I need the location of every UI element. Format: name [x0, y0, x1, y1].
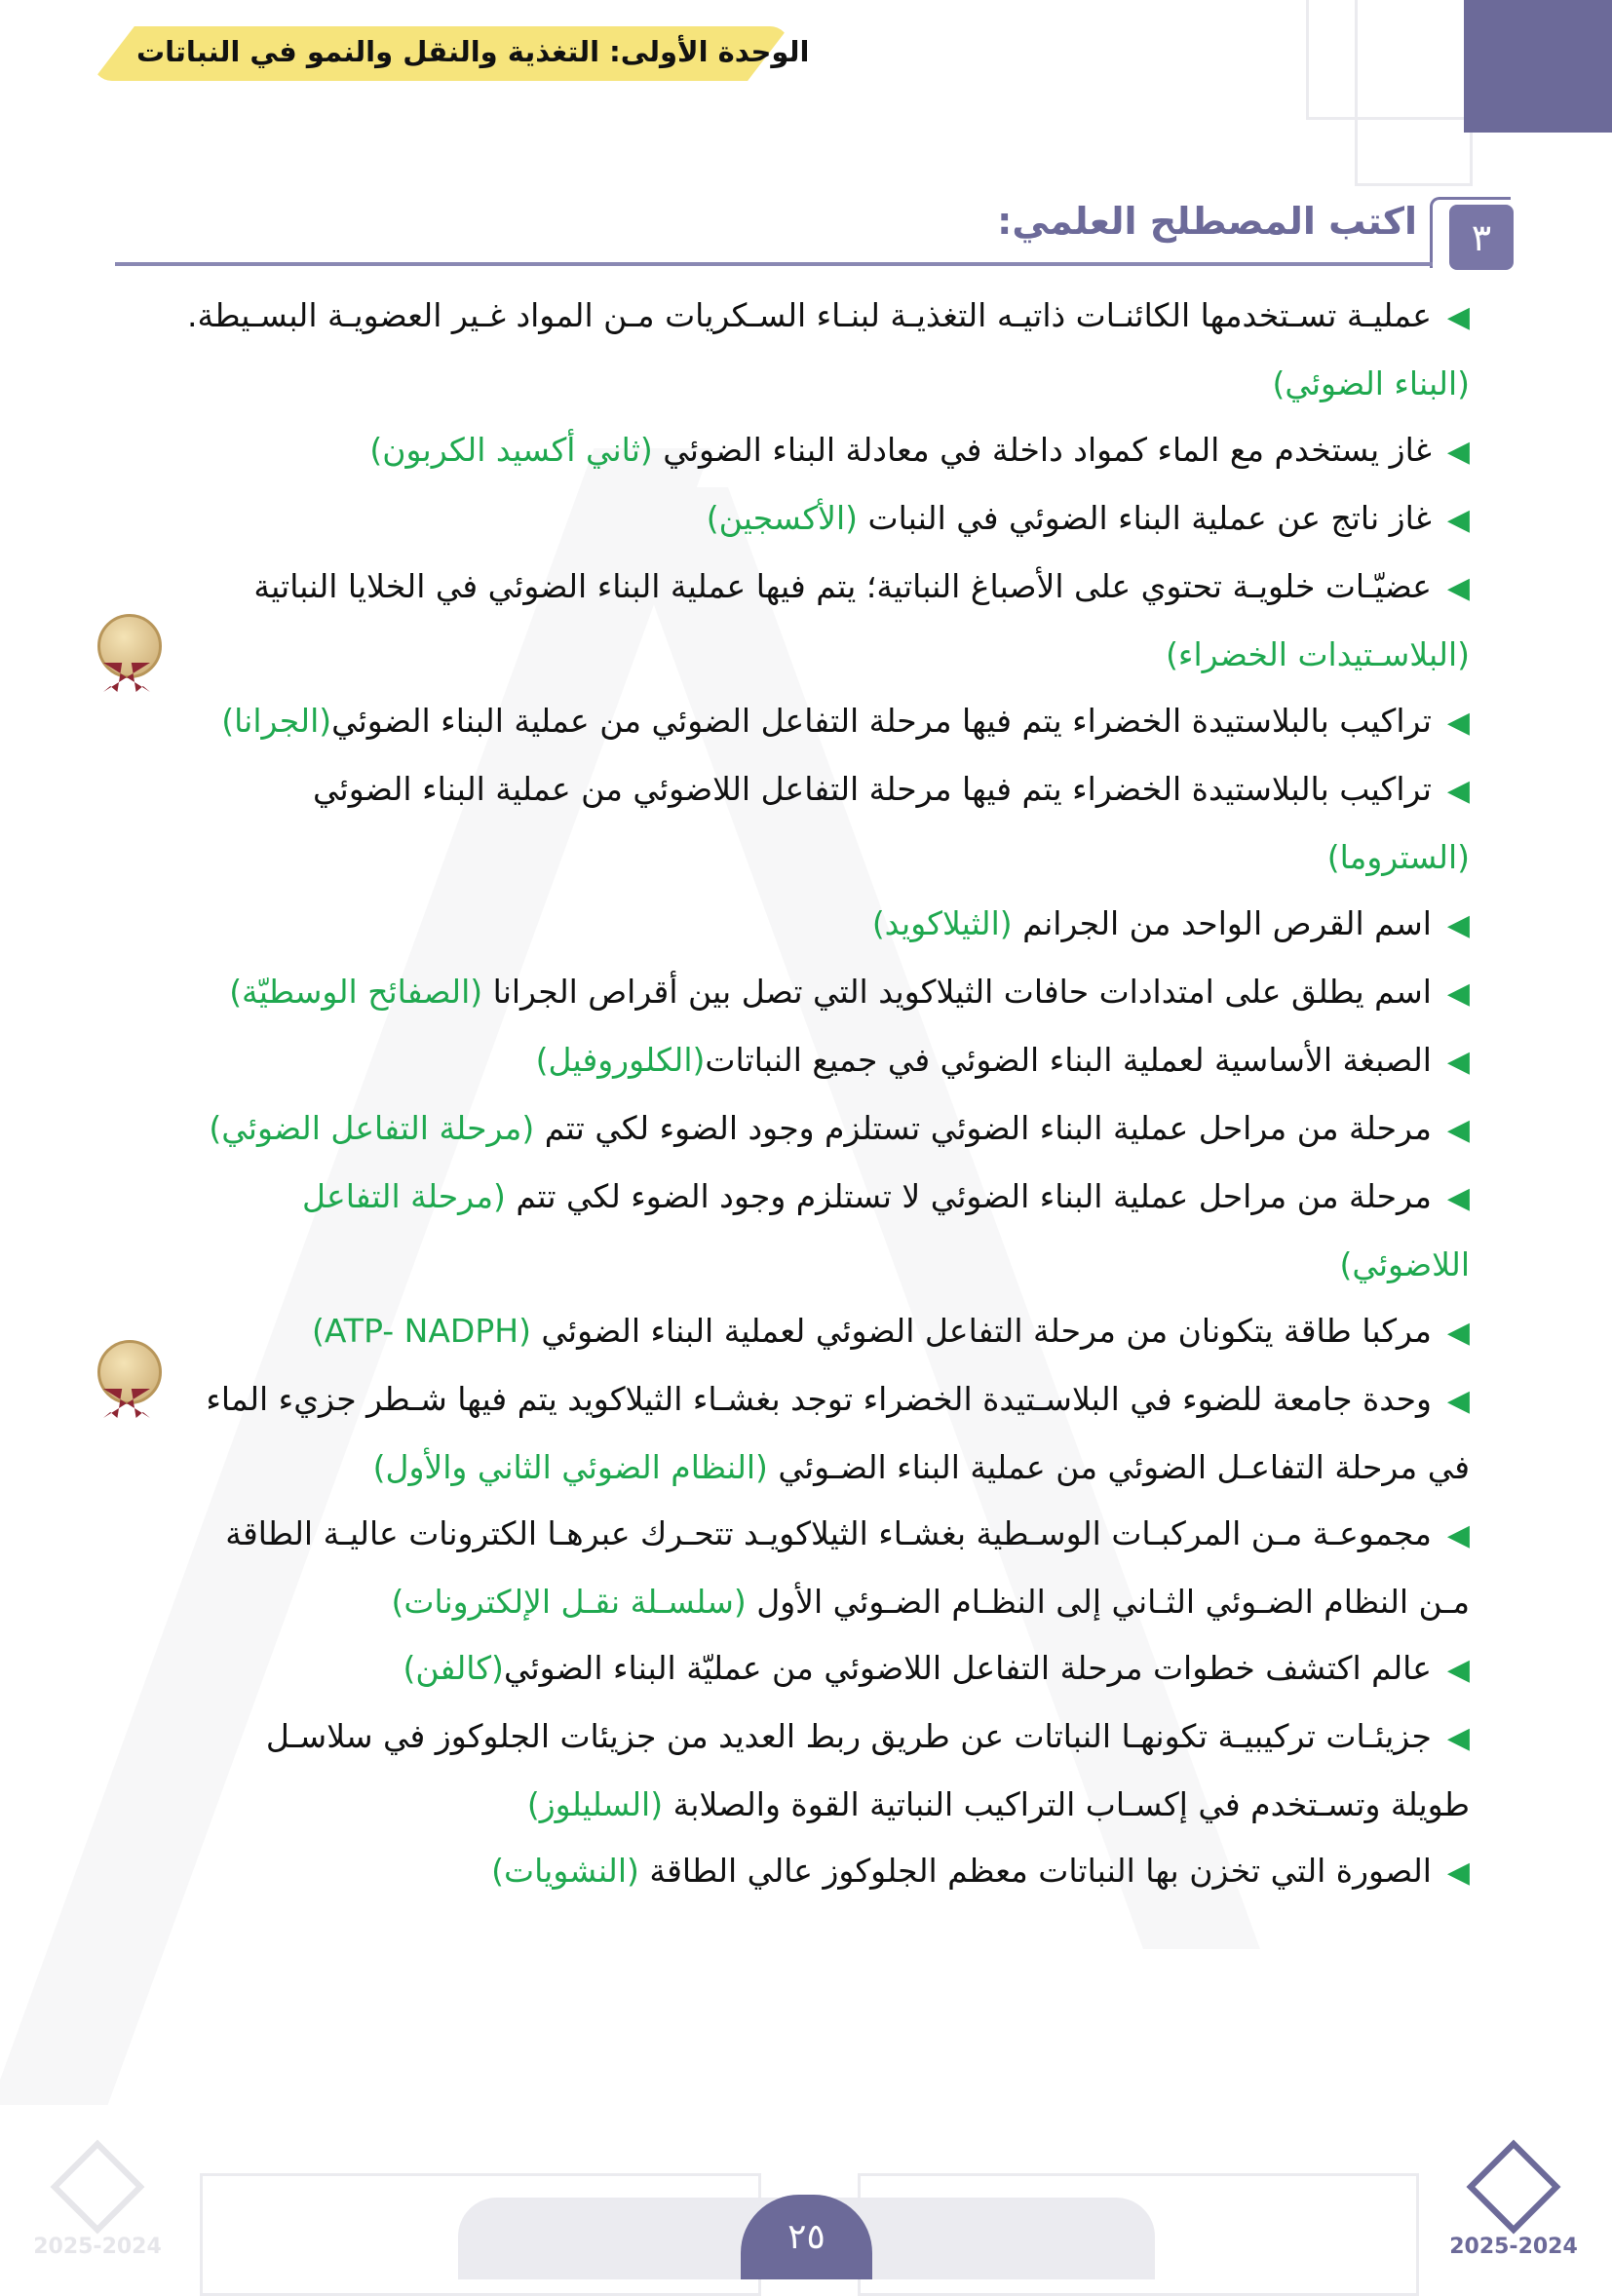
- list-item: [177, 688, 1470, 756]
- list-item: [177, 1635, 1470, 1703]
- item-text: عمليـة تسـتخدمها الكائنـات ذاتيـه التغذيـة لبنـاء السـكريات مـن المواد غـير العضويـة البسـيطة.: [187, 296, 1432, 334]
- medal-icon: [97, 1340, 162, 1404]
- item-answer: (ATP- NADPH): [312, 1312, 531, 1350]
- terms-list: [177, 283, 1470, 1906]
- section-number: ٣: [1449, 205, 1514, 270]
- item-answer: (الأكسجين): [706, 499, 859, 537]
- list-item: [177, 554, 1470, 688]
- section-title: اكتب المصطلح العلمي:: [997, 200, 1417, 243]
- item-text: غاز ناتج عن عملية البناء الضوئي في النبات: [858, 499, 1432, 537]
- logo-right: [1440, 2139, 1587, 2259]
- bullet-arrow-icon: ◀: [1446, 706, 1470, 740]
- bullet-arrow-icon: ◀: [1446, 571, 1470, 605]
- bullet-arrow-icon: ◀: [1446, 1384, 1470, 1418]
- item-text: مرحلة من مراحل عملية البناء الضوئي تستلزم وجود الضوء لكي تتم: [534, 1109, 1432, 1147]
- logo-icon: [1466, 2139, 1560, 2234]
- decorative-frame: [1355, 0, 1473, 186]
- item-answer: (سلسـلة نقـل الإلكترونات): [391, 1583, 747, 1621]
- item-text: تراكيب بالبلاستيدة الخضراء يتم فيها مرحلة التفاعل اللاضوئي من عملية البناء الضوئي: [313, 770, 1432, 808]
- item-answer: (الصفائح الوسطيّة): [229, 973, 483, 1011]
- item-text: جزيئـات تركيبيـة تكونهـا النباتات عن طريق ربط العديد من جزيئات الجلوكوز في سلاسـل طويلة وتسـتخدم في إكسـاب التراكيب النباتية القوة والصلابة: [265, 1717, 1470, 1823]
- list-item: [177, 1164, 1470, 1298]
- corner-block: [1464, 0, 1612, 133]
- bullet-arrow-icon: ◀: [1446, 908, 1470, 942]
- bullet-arrow-icon: ◀: [1446, 1653, 1470, 1687]
- item-text: غاز يستخدم مع الماء كمواد داخلة في معادلة البناء الضوئي: [652, 431, 1432, 469]
- list-item: [177, 756, 1470, 891]
- list-item: [177, 485, 1470, 554]
- item-answer: (الثيلاكويد): [871, 904, 1013, 942]
- logo-left: [24, 2139, 171, 2259]
- bullet-arrow-icon: ◀: [1446, 1113, 1470, 1147]
- bullet-arrow-icon: ◀: [1446, 1518, 1470, 1552]
- item-text: مركبا طاقة يتكونان من مرحلة التفاعل الضوئي لعملية البناء الضوئي: [530, 1312, 1432, 1350]
- medal-icon: [97, 614, 162, 678]
- bullet-arrow-icon: ◀: [1446, 435, 1470, 469]
- item-answer: (البناء الضوئي): [1272, 364, 1470, 402]
- bullet-arrow-icon: ◀: [1446, 503, 1470, 537]
- item-text: اسم يطلق على امتدادات حافات الثيلاكويد التي تصل بين أقراص الجرانا: [482, 973, 1432, 1011]
- list-item: [177, 1703, 1470, 1838]
- item-text: الصبغة الأساسية لعملية البناء الضوئي في جميع النباتات: [705, 1041, 1432, 1079]
- item-answer: (مرحلة التفاعل اللاضوئي): [302, 1177, 1470, 1283]
- item-text: وحدة جامعة للضوء في البلاسـتيدة الخضراء توجد بغشـاء الثيلاكويد يتم فيها شـطر جزيء الماء في مرحلة التفاعـل الضوئي من عملية البناء الضـوئي: [206, 1380, 1470, 1486]
- item-answer: (مرحلة التفاعل الضوئي): [209, 1109, 535, 1147]
- list-item: [177, 1095, 1470, 1164]
- list-item: [177, 891, 1470, 959]
- logo-icon: [50, 2139, 144, 2234]
- bullet-arrow-icon: ◀: [1446, 774, 1470, 808]
- list-item: [177, 417, 1470, 485]
- list-item: [177, 1501, 1470, 1635]
- item-text: مرحلة من مراحل عملية البناء الضوئي لا تستلزم وجود الضوء لكي تتم: [505, 1177, 1432, 1215]
- bullet-arrow-icon: ◀: [1446, 1181, 1470, 1215]
- bullet-arrow-icon: ◀: [1446, 1721, 1470, 1755]
- logo-year: 2025-2024: [33, 2235, 162, 2259]
- list-item: [177, 283, 1470, 417]
- list-item: [177, 1298, 1470, 1366]
- list-item: [177, 1366, 1470, 1501]
- item-text: مجموعـة مـن المركبـات الوسـطية بغشـاء الثيلاكويـد تتحـرك عبرهـا الكترونات عاليـة الطاقة مـن النظام الضـوئي الثـاني إلى النظـام الضـوئي الأول: [225, 1514, 1470, 1621]
- list-item: [177, 959, 1470, 1027]
- item-answer: (ثاني أكسيد الكربون): [369, 431, 653, 469]
- item-answer: (الكلوروفيل): [535, 1041, 706, 1079]
- section-divider: [115, 262, 1433, 266]
- page-number: ٢٥: [741, 2195, 872, 2279]
- bullet-arrow-icon: ◀: [1446, 1045, 1470, 1079]
- logo-year: 2025-2024: [1449, 2235, 1578, 2259]
- unit-title: الوحدة الأولى: التغذية والنقل والنمو في النباتات: [136, 35, 810, 68]
- item-answer: (الجرانا): [221, 702, 332, 740]
- item-text: الصورة التي تخزن بها النباتات معظم الجلوكوز عالي الطاقة: [638, 1852, 1432, 1890]
- item-answer: (النظام الضوئي الثاني والأول): [372, 1448, 768, 1486]
- item-answer: (البلاسـتيدات الخضراء): [1166, 635, 1470, 673]
- item-answer: (كالفن): [403, 1649, 504, 1687]
- bullet-arrow-icon: ◀: [1446, 300, 1470, 334]
- item-text: تراكيب بالبلاستيدة الخضراء يتم فيها مرحلة التفاعل الضوئي من عملية البناء الضوئي: [331, 702, 1432, 740]
- bullet-arrow-icon: ◀: [1446, 1316, 1470, 1350]
- bullet-arrow-icon: ◀: [1446, 976, 1470, 1011]
- item-text: عالم اكتشف خطوات مرحلة التفاعل اللاضوئي من عمليّة البناء الضوئي: [503, 1649, 1432, 1687]
- item-answer: (الستروما): [1326, 838, 1470, 876]
- item-text: اسم القرص الواحد من الجرانم: [1012, 904, 1432, 942]
- list-item: [177, 1838, 1470, 1906]
- list-item: [177, 1027, 1470, 1095]
- bullet-arrow-icon: ◀: [1446, 1856, 1470, 1890]
- item-answer: (النشويات): [491, 1852, 639, 1890]
- item-answer: (السليلوز): [526, 1785, 664, 1823]
- item-text: عضيّـات خلويـة تحتوي على الأصباغ النباتية؛ يتم فيها عملية البناء الضوئي في الخلايا النباتية: [253, 567, 1432, 605]
